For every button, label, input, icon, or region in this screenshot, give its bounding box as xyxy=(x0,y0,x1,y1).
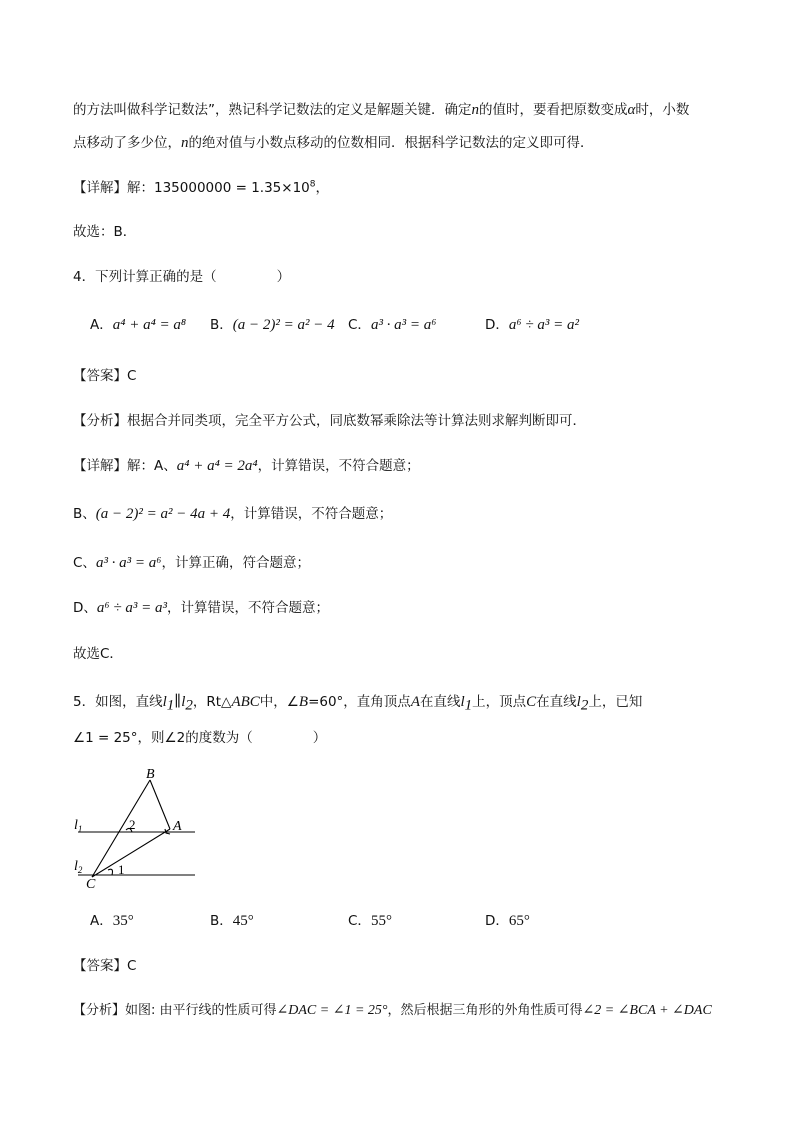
label-A: A xyxy=(173,819,182,834)
detail-line xyxy=(73,456,420,476)
label-B: B xyxy=(146,767,155,782)
text: 的值时，要看把原数变成 xyxy=(479,102,628,118)
answer-line xyxy=(73,956,136,976)
option-b: B．(a − 2)² = a² − 4 xyxy=(210,317,335,333)
text: D、 xyxy=(73,600,97,616)
text: 的方法叫做科学记数法”，熟记科学记数法的定义是解题关键．确定 xyxy=(73,102,472,118)
text: 如图: 由平行线的性质可得 xyxy=(125,1003,277,1018)
text: B、 xyxy=(73,506,96,522)
label-l2: $l_2$ xyxy=(74,859,83,875)
label-angle-2: 2 xyxy=(129,817,136,832)
analysis-label: 【分析】 xyxy=(73,413,127,429)
question-5: 5．如图，直线$l_1\parallel l_2$，Rt△ABC中，∠B=60°，直角顶点A在直线$l_1$上，顶点C在直线$l_2$上，已知 xyxy=(73,694,643,714)
detail-text: 解：135000000 = 1.35×10 xyxy=(127,180,310,196)
math-expr: a³ · a³ = a⁶ xyxy=(95,555,162,571)
math-n: n xyxy=(181,135,189,151)
option-a: A．35° xyxy=(90,913,134,929)
option-d: D．a⁶ ÷ a³ = a² xyxy=(485,317,579,333)
question-5-line2: ∠1 = 25°，则∠2的度数为（ ） xyxy=(73,730,327,746)
analysis-line xyxy=(73,1001,712,1021)
answer-value: C xyxy=(127,958,137,974)
text: ，计算错误，不符合题意； xyxy=(230,506,393,522)
analysis-line xyxy=(73,411,586,431)
option-c: C．a³ · a³ = a⁶ xyxy=(348,317,437,333)
label-l1: $l_1$ xyxy=(74,818,83,834)
option-b: B．45° xyxy=(210,913,254,929)
answer-line xyxy=(73,366,136,386)
text: ， xyxy=(315,180,329,196)
math-alpha: α xyxy=(627,102,636,118)
analysis-label: 【分析】 xyxy=(73,1003,126,1018)
exponent: 8 xyxy=(309,179,316,190)
text: ，计算错误，不符合题意； xyxy=(166,600,329,616)
detail-line xyxy=(73,598,329,618)
text: 的绝对值与小数点移动的位数相同．根据科学记数法的定义即可得． xyxy=(188,135,594,151)
math-n: n xyxy=(471,102,479,118)
question-text: 4．下列计算正确的是（ xyxy=(73,269,217,285)
math-expr: (a − 2)² = a² − 4a + 4 xyxy=(95,506,231,522)
text: ） xyxy=(276,269,291,285)
conclusion-line xyxy=(73,222,136,242)
detail-label: 【详解】 xyxy=(73,458,127,474)
option-c: C．55° xyxy=(348,913,392,929)
segment-CA xyxy=(92,829,170,877)
text: ，计算错误，不符合题意； xyxy=(257,458,420,474)
angle-1-arc xyxy=(108,869,113,875)
q5-options xyxy=(90,911,740,931)
option-d: D．65° xyxy=(485,913,530,929)
geometry-figure xyxy=(70,766,210,891)
detail-line xyxy=(73,504,392,524)
detail-label: 【详解】 xyxy=(73,180,127,196)
option-a: A．a⁴ + a⁴ = a⁸ xyxy=(90,317,187,333)
text: 时，小数 xyxy=(635,102,690,118)
question-4 xyxy=(73,267,290,287)
text-line xyxy=(73,133,594,153)
conclusion-text: 故选：B． xyxy=(73,224,137,240)
conclusion-line xyxy=(73,644,123,664)
label-C: C xyxy=(86,877,96,891)
answer-label: 【答案】 xyxy=(73,368,127,384)
conclusion-text: 故选C． xyxy=(73,646,123,662)
analysis-text: 根据合并同类项，完全平方公式，同底数幂乘除法等计算法则求解判断即可． xyxy=(127,413,586,429)
answer-value: C xyxy=(127,368,137,384)
math-expr: ∠DAC = ∠1 = 25° xyxy=(276,1003,388,1018)
math-expr: a⁶ ÷ a³ = a³ xyxy=(96,600,167,616)
math-expr: ∠2 = ∠BCA + ∠DAC xyxy=(582,1003,712,1018)
answer-label: 【答案】 xyxy=(73,958,127,974)
text: 解：A、 xyxy=(127,458,177,474)
text-line xyxy=(73,100,689,120)
detail-line xyxy=(73,178,329,198)
segment-BA xyxy=(150,780,170,829)
text: C、 xyxy=(73,555,96,571)
detail-line xyxy=(73,553,310,573)
q4-options xyxy=(90,315,740,335)
text: 点移动了多少位， xyxy=(73,135,181,151)
text: ，计算正确，符合题意； xyxy=(161,555,311,571)
text: ，然后根据三角形的外角性质可得 xyxy=(387,1003,583,1018)
label-angle-1: 1 xyxy=(118,862,125,877)
math-expr: a⁴ + a⁴ = 2a⁴ xyxy=(176,458,258,474)
